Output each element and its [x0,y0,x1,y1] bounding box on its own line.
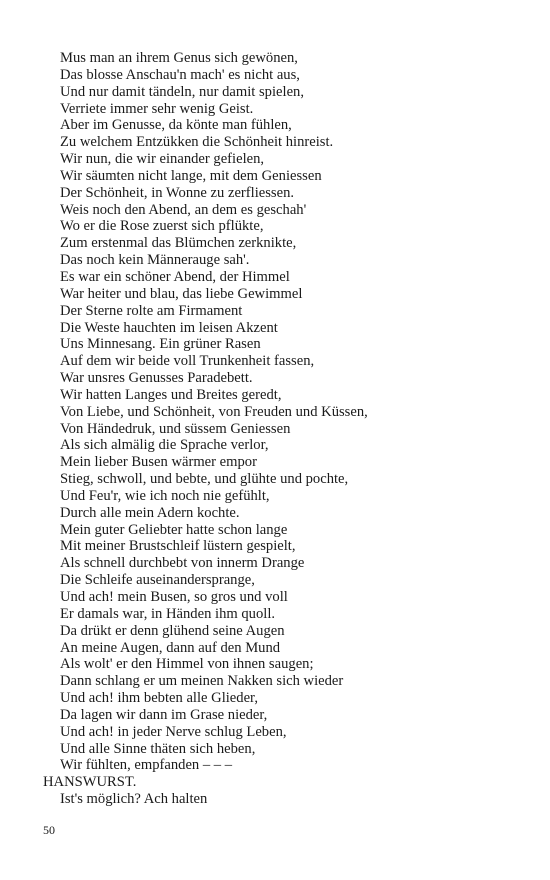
verse-line: Und Feu'r, wie ich noch nie gefühlt, [60,487,270,504]
verse-line: Durch alle mein Adern kochte. [60,504,240,521]
verse-line: Wir nun, die wir einander gefielen, [60,151,265,168]
verse-line: Wir fühlten, empfanden – – – [60,757,233,774]
verse-line: Uns Minnesang. Ein grüner Rasen [60,336,261,353]
page-number: 50 [43,823,55,837]
verse-line: Der Schönheit, in Wonne zu zerfliessen. [60,184,295,201]
verse-line: Er damals war, in Händen ihm quoll. [60,605,276,622]
verse-line: Die Weste hauchten im leisen Akzent [60,319,278,336]
verse-line: Als sich almälig die Sprache verlor, [60,437,269,454]
verse-line: Da drükt er denn glühend seine Augen [60,622,285,639]
verse-line: Mus man an ihrem Genus sich gewönen, [60,50,298,66]
verse-line: Mein lieber Busen wärmer empor [60,454,257,471]
verse-line: Wo er die Rose zuerst sich pflükte, [60,218,264,235]
verse-line: Und alle Sinne thäten sich heben, [60,740,256,757]
verse-text-block [43,50,523,808]
verse-line: Das noch kein Männerauge sah'. [60,252,250,269]
verse-line: Weis noch den Abend, an dem es geschah' [60,201,307,218]
verse-line: Es war ein schöner Abend, der Himmel [60,268,290,285]
verse-line: Die Schleife auseinandersprange, [60,572,255,589]
verse-line: Wir säumten nicht lange, mit dem Geniessen [60,167,322,184]
verse-line: Aber im Genusse, da könte man fühlen, [60,117,292,134]
verse-line: An meine Augen, dann auf den Mund [60,639,281,656]
verse-line: Mit meiner Brustschleif lüstern gespielt, [60,538,296,555]
verse-line: Zu welchem Entzükken die Schönheit hinreist. [60,134,334,151]
verse-line: War heiter und blau, das liebe Gewimmel [60,285,303,302]
verse-line: Verriete immer sehr wenig Geist. [60,100,254,117]
verse-line: Als wolt' er den Himmel von ihnen saugen; [60,656,314,673]
verse-line: Zum erstenmal das Blümchen zerknikte, [60,235,297,252]
verse-line: Stieg, schwoll, und bebte, und glühte und pochte, [60,471,349,488]
speaker-name: HANSWURST. [43,774,137,791]
verse-line: Wir hatten Langes und Breites geredt, [60,386,282,403]
verse-line: Mein guter Geliebter hatte schon lange [60,521,288,538]
verse-line: Dann schlang er um meinen Nakken sich wieder [60,673,344,690]
verse-line: Ist's möglich? Ach halten [60,791,208,808]
verse-line: Auf dem wir beide voll Trunkenheit fassen, [60,353,315,370]
verse-line: Da lagen wir dann im Grase nieder, [60,706,268,723]
verse-line: Als schnell durchbebt von innerm Drange [60,555,305,572]
verse-line: War unsres Genusses Paradebett. [60,370,253,387]
verse-line: Und ach! ihm bebten alle Glieder, [60,690,258,707]
verse-line: Und ach! in jeder Nerve schlug Leben, [60,723,287,740]
verse-line: Der Sterne rolte am Firmament [60,302,243,319]
verse-line: Und nur damit tändeln, nur damit spielen, [60,83,304,100]
verse-line: Und ach! mein Busen, so gros und voll [60,589,288,605]
verse-line: Von Händedruk, und süssem Geniessen [60,420,291,437]
verse-line: Von Liebe, und Schönheit, von Freuden und Küssen, [60,403,368,420]
verse-line: Das blosse Anschau'n mach' es nicht aus, [60,66,300,83]
